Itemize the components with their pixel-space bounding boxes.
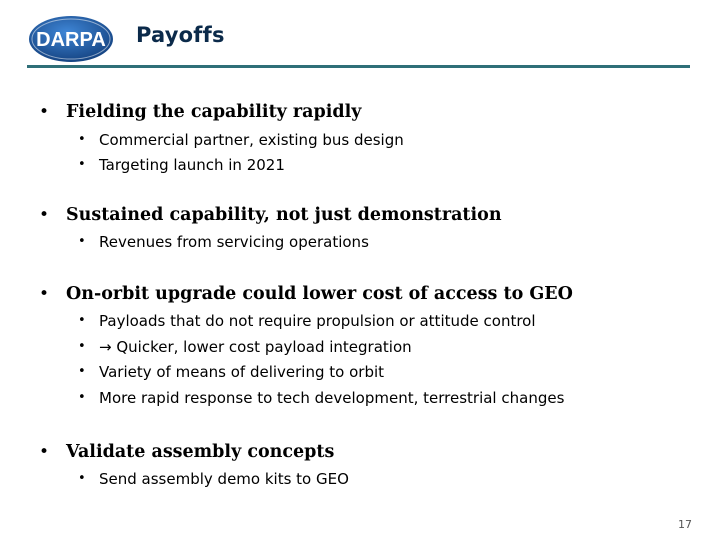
list-item-text: → Quicker, lower cost payload integration xyxy=(99,338,412,356)
bullet-icon: • xyxy=(78,339,86,354)
bullet-icon: • xyxy=(78,364,86,379)
bullet-icon: • xyxy=(39,102,50,122)
list-item xyxy=(0,128,720,152)
bullet-icon: • xyxy=(78,157,86,172)
page-number: 17 xyxy=(678,518,692,531)
list-item-text: Variety of means of delivering to orbit xyxy=(99,363,385,381)
list-item xyxy=(0,230,720,254)
bullet-icon: • xyxy=(39,284,50,304)
list-item xyxy=(0,386,720,410)
logo-text: DARPA xyxy=(36,29,106,51)
list-item xyxy=(0,467,720,491)
section-heading: Validate assembly concepts xyxy=(66,442,335,462)
list-item xyxy=(0,153,720,177)
list-item-text: Commercial partner, existing bus design xyxy=(99,131,404,149)
list-item-text: More rapid response to tech development, terrestrial changes xyxy=(99,389,565,407)
page-title: Payoffs xyxy=(136,23,225,47)
title-divider xyxy=(27,65,690,68)
section-heading: On-orbit upgrade could lower cost of access to GEO xyxy=(66,284,573,304)
list-item xyxy=(0,335,720,359)
list-item xyxy=(0,360,720,384)
list-item-text: Targeting launch in 2021 xyxy=(99,156,285,174)
bullet-icon: • xyxy=(39,442,50,462)
section-heading: Fielding the capability rapidly xyxy=(66,102,362,122)
bullet-icon: • xyxy=(78,132,86,147)
list-item xyxy=(0,309,720,333)
bullet-icon: • xyxy=(78,471,86,486)
section-heading: Sustained capability, not just demonstration xyxy=(66,205,502,225)
bullet-icon: • xyxy=(78,234,86,249)
bullet-icon: • xyxy=(39,205,50,225)
list-item-text: Payloads that do not require propulsion or attitude control xyxy=(99,312,536,330)
bullet-icon: • xyxy=(78,313,86,328)
bullet-icon: • xyxy=(78,390,86,405)
darpa-logo xyxy=(28,14,114,64)
list-item-text: Revenues from servicing operations xyxy=(99,233,369,251)
list-item-text: Send assembly demo kits to GEO xyxy=(99,470,349,488)
